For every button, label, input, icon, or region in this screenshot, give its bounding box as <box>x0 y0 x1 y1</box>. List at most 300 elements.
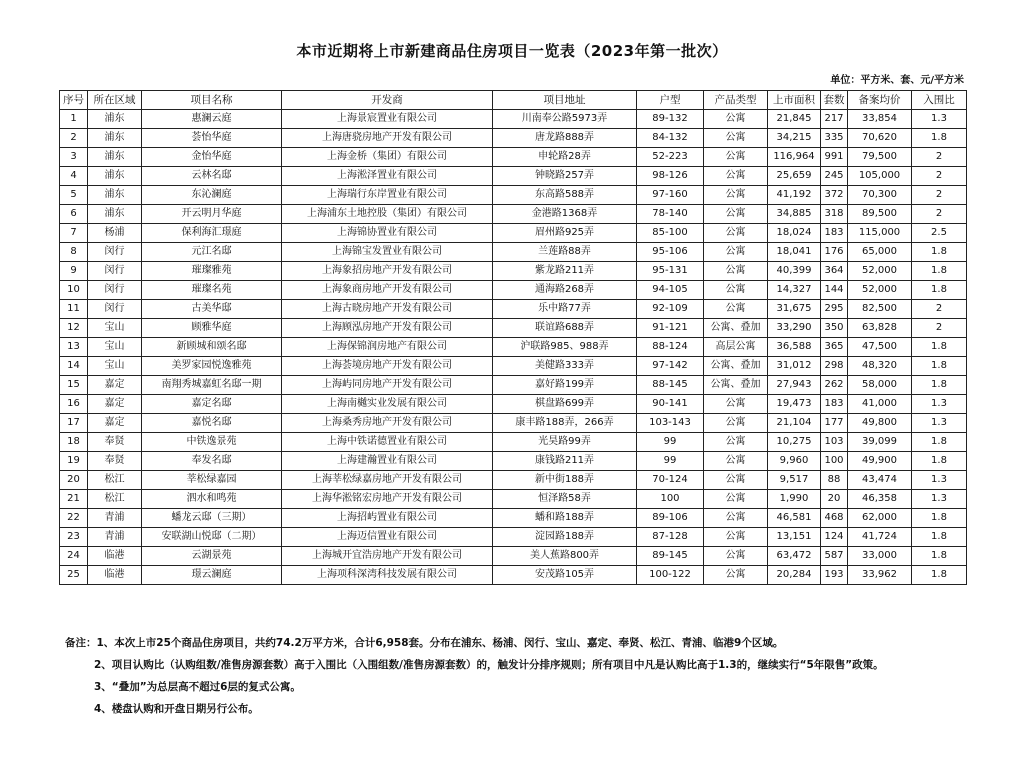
table-row <box>60 110 967 129</box>
table-row <box>60 509 967 528</box>
column-header: 所在区域 <box>88 91 142 110</box>
note-item: 1、本次上市25个商品住房项目，共约74.2万平方米，合计6,958套。分布在浦东、杨浦、闵行、宝山、嘉定、奉贤、松江、青浦、临港9个区域。 <box>96 637 784 649</box>
table-cell: 95-131 <box>637 262 704 281</box>
table-cell: 43,474 <box>848 471 912 490</box>
table-cell: 34,215 <box>768 129 821 148</box>
table-cell: 1.8 <box>912 281 967 300</box>
table-cell: 公寓 <box>704 452 768 471</box>
table-cell: 14,327 <box>768 281 821 300</box>
table-cell: 17 <box>60 414 88 433</box>
table-cell: 公寓、叠加 <box>704 376 768 395</box>
table-cell: 高层公寓 <box>704 338 768 357</box>
table-cell: 青浦 <box>88 509 142 528</box>
note-line <box>65 654 884 676</box>
table-cell: 上海淞泽置业有限公司 <box>282 167 493 186</box>
table-cell: 18 <box>60 433 88 452</box>
table-cell: 东高路588弄 <box>493 186 637 205</box>
table-cell: 95-106 <box>637 243 704 262</box>
table-cell: 嘉定 <box>88 414 142 433</box>
table-cell: 183 <box>821 224 848 243</box>
table-cell: 通海路268弄 <box>493 281 637 300</box>
table-cell: 上海古晓房地产开发有限公司 <box>282 300 493 319</box>
column-header: 套数 <box>821 91 848 110</box>
table-cell: 63,472 <box>768 547 821 566</box>
table-cell: 9,517 <box>768 471 821 490</box>
table-cell: 12 <box>60 319 88 338</box>
table-cell: 52,000 <box>848 262 912 281</box>
table-cell: 上海金桥（集团）有限公司 <box>282 148 493 167</box>
document-title: 本市近期将上市新建商品住房项目一览表（2023年第一批次） <box>296 42 728 60</box>
table-cell: 115,000 <box>848 224 912 243</box>
table-cell: 闵行 <box>88 281 142 300</box>
table-cell: 公寓 <box>704 300 768 319</box>
table-cell: 13,151 <box>768 528 821 547</box>
table-row <box>60 452 967 471</box>
table-cell: 浦东 <box>88 167 142 186</box>
table-cell: 浦东 <box>88 129 142 148</box>
table-cell: 蟠和路188弄 <box>493 509 637 528</box>
table-cell: 63,828 <box>848 319 912 338</box>
table-cell: 上海中铁诺德置业有限公司 <box>282 433 493 452</box>
table-row <box>60 281 967 300</box>
table-cell: 公寓 <box>704 490 768 509</box>
table-row <box>60 129 967 148</box>
table-cell: 上海顾泓房地产开发有限公司 <box>282 319 493 338</box>
table-cell: 奉发名邸 <box>142 452 282 471</box>
table-cell: 8 <box>60 243 88 262</box>
table-cell: 1.3 <box>912 490 967 509</box>
table-cell: 14 <box>60 357 88 376</box>
notes-section <box>65 632 884 720</box>
table-cell: 美健路333弄 <box>493 357 637 376</box>
table-cell: 40,399 <box>768 262 821 281</box>
note-item: 4、楼盘认购和开盘日期另行公布。 <box>94 703 259 715</box>
table-cell: 99 <box>637 452 704 471</box>
table-cell: 宝山 <box>88 357 142 376</box>
note-item: 2、项目认购比（认购组数/准售房源套数）高于入围比（入围组数/准售房源套数）的，触发计分排序规则；所有项目中凡是认购比高于1.3的，继续实行“5年限售”政策。 <box>94 659 884 671</box>
table-cell: 公寓、叠加 <box>704 357 768 376</box>
table-cell: 云湖景苑 <box>142 547 282 566</box>
table-cell: 103-143 <box>637 414 704 433</box>
table-cell: 上海华淞铭宏房地产开发有限公司 <box>282 490 493 509</box>
notes-label: 备注： <box>65 637 97 649</box>
table-row <box>60 395 967 414</box>
table-row <box>60 471 967 490</box>
table-cell: 泗水和鸣苑 <box>142 490 282 509</box>
table-cell: 浦东 <box>88 205 142 224</box>
table-cell: 公寓 <box>704 205 768 224</box>
table-row <box>60 547 967 566</box>
table-cell: 295 <box>821 300 848 319</box>
table-cell: 100 <box>821 452 848 471</box>
table-cell: 1.8 <box>912 433 967 452</box>
table-cell: 105,000 <box>848 167 912 186</box>
table-cell: 1.8 <box>912 452 967 471</box>
table-cell: 144 <box>821 281 848 300</box>
table-cell: 公寓 <box>704 433 768 452</box>
table-cell: 24 <box>60 547 88 566</box>
table-cell: 88 <box>821 471 848 490</box>
table-cell: 18,041 <box>768 243 821 262</box>
table-cell: 98-126 <box>637 167 704 186</box>
table-cell: 15 <box>60 376 88 395</box>
table-cell: 97-160 <box>637 186 704 205</box>
table-cell: 金港路1368弄 <box>493 205 637 224</box>
table-cell: 公寓、叠加 <box>704 319 768 338</box>
table-cell: 1.8 <box>912 357 967 376</box>
table-cell: 1.3 <box>912 414 967 433</box>
table-cell: 991 <box>821 148 848 167</box>
table-cell: 公寓 <box>704 547 768 566</box>
table-cell: 璀璨名苑 <box>142 281 282 300</box>
table-cell: 临港 <box>88 566 142 585</box>
table-cell: 19 <box>60 452 88 471</box>
table-cell: 33,290 <box>768 319 821 338</box>
table-cell: 安联湖山悦邸（二期） <box>142 528 282 547</box>
table-cell: 2 <box>912 319 967 338</box>
table-cell: 嘉好路199弄 <box>493 376 637 395</box>
table-cell: 25 <box>60 566 88 585</box>
table-cell: 莘松绿嘉园 <box>142 471 282 490</box>
table-cell: 46,358 <box>848 490 912 509</box>
table-cell: 1.8 <box>912 129 967 148</box>
table-body <box>60 110 967 585</box>
column-header: 产品类型 <box>704 91 768 110</box>
table-cell: 公寓 <box>704 566 768 585</box>
table-cell: 浦东 <box>88 110 142 129</box>
table-cell: 6 <box>60 205 88 224</box>
table-cell: 89-106 <box>637 509 704 528</box>
column-header: 户型 <box>637 91 704 110</box>
table-cell: 350 <box>821 319 848 338</box>
table-cell: 41,192 <box>768 186 821 205</box>
table-cell: 84-132 <box>637 129 704 148</box>
table-cell: 70,620 <box>848 129 912 148</box>
table-cell: 中铁逸景苑 <box>142 433 282 452</box>
table-cell: 92-109 <box>637 300 704 319</box>
column-header: 上市面积 <box>768 91 821 110</box>
table-cell: 33,000 <box>848 547 912 566</box>
table-cell: 41,000 <box>848 395 912 414</box>
table-cell: 公寓 <box>704 186 768 205</box>
table-cell: 31,012 <box>768 357 821 376</box>
table-cell: 宝山 <box>88 319 142 338</box>
table-cell: 金怡华庭 <box>142 148 282 167</box>
table-cell: 183 <box>821 395 848 414</box>
table-cell: 宝山 <box>88 338 142 357</box>
table-cell: 94-105 <box>637 281 704 300</box>
table-cell: 245 <box>821 167 848 186</box>
table-cell: 上海象商房地产开发有限公司 <box>282 281 493 300</box>
table-cell: 89-132 <box>637 110 704 129</box>
table-cell: 1.3 <box>912 471 967 490</box>
table-row <box>60 414 967 433</box>
table-cell: 1 <box>60 110 88 129</box>
table-cell: 19,473 <box>768 395 821 414</box>
table-cell: 嘉定 <box>88 395 142 414</box>
table-cell: 10,275 <box>768 433 821 452</box>
table-cell: 兰莲路88弄 <box>493 243 637 262</box>
table-cell: 1.8 <box>912 547 967 566</box>
table-cell: 18,024 <box>768 224 821 243</box>
table-row <box>60 357 967 376</box>
table-cell: 南翔秀城嘉虹名邸一期 <box>142 376 282 395</box>
table-cell: 松江 <box>88 490 142 509</box>
table-cell: 318 <box>821 205 848 224</box>
table-cell: 青浦 <box>88 528 142 547</box>
table-cell: 79,500 <box>848 148 912 167</box>
table-row <box>60 186 967 205</box>
table-cell: 上海锦协置业有限公司 <box>282 224 493 243</box>
table-cell: 1.8 <box>912 338 967 357</box>
table-cell: 公寓 <box>704 167 768 186</box>
table-cell: 587 <box>821 547 848 566</box>
table-cell: 100-122 <box>637 566 704 585</box>
table-cell: 公寓 <box>704 129 768 148</box>
table-cell: 23 <box>60 528 88 547</box>
note-line <box>65 632 884 654</box>
table-cell: 恒泽路58弄 <box>493 490 637 509</box>
table-cell: 上海景宸置业有限公司 <box>282 110 493 129</box>
table-cell: 2.5 <box>912 224 967 243</box>
table-cell: 浦东 <box>88 186 142 205</box>
table-cell: 2 <box>60 129 88 148</box>
table-cell: 浦东 <box>88 148 142 167</box>
table-cell: 2 <box>912 300 967 319</box>
table-row <box>60 205 967 224</box>
table-cell: 65,000 <box>848 243 912 262</box>
table-cell: 唐龙路888弄 <box>493 129 637 148</box>
table-cell: 眉州路925弄 <box>493 224 637 243</box>
table-cell: 申轮路28弄 <box>493 148 637 167</box>
table-row <box>60 433 967 452</box>
table-cell: 58,000 <box>848 376 912 395</box>
table-cell: 52,000 <box>848 281 912 300</box>
table-cell: 公寓 <box>704 243 768 262</box>
table-cell: 川南奉公路5973弄 <box>493 110 637 129</box>
table-row <box>60 300 967 319</box>
table-cell: 棋盘路699弄 <box>493 395 637 414</box>
unit-label: 单位：平方米、套、元/平方米 <box>830 75 964 86</box>
table-cell: 公寓 <box>704 262 768 281</box>
table-cell: 嘉定名邸 <box>142 395 282 414</box>
table-cell: 87-128 <box>637 528 704 547</box>
table-cell: 松江 <box>88 471 142 490</box>
column-header: 备案均价 <box>848 91 912 110</box>
table-cell: 9 <box>60 262 88 281</box>
table-cell: 41,724 <box>848 528 912 547</box>
table-cell: 36,588 <box>768 338 821 357</box>
column-header: 序号 <box>60 91 88 110</box>
table-cell: 70-124 <box>637 471 704 490</box>
table-cell: 云林名邸 <box>142 167 282 186</box>
table-cell: 364 <box>821 262 848 281</box>
table-row <box>60 224 967 243</box>
table-row <box>60 566 967 585</box>
table-cell: 元江名邸 <box>142 243 282 262</box>
table-cell: 新顾城和颂名邸 <box>142 338 282 357</box>
table-cell: 嘉定 <box>88 376 142 395</box>
table-cell: 顾雅华庭 <box>142 319 282 338</box>
note-item: 3、“叠加”为总层高不超过6层的复式公寓。 <box>94 681 301 693</box>
table-cell: 上海象招房地产开发有限公司 <box>282 262 493 281</box>
table-row <box>60 490 967 509</box>
table-cell: 闵行 <box>88 243 142 262</box>
table-row <box>60 243 967 262</box>
table-cell: 176 <box>821 243 848 262</box>
table-cell: 临港 <box>88 547 142 566</box>
table-cell: 2 <box>912 186 967 205</box>
table-cell: 公寓 <box>704 148 768 167</box>
table-cell: 奉贤 <box>88 452 142 471</box>
table-cell: 13 <box>60 338 88 357</box>
table-cell: 康钱路211弄 <box>493 452 637 471</box>
table-header-row <box>60 91 967 110</box>
table-cell: 262 <box>821 376 848 395</box>
table-row <box>60 262 967 281</box>
table-cell: 20,284 <box>768 566 821 585</box>
table-cell: 上海锦宝发置业有限公司 <box>282 243 493 262</box>
table-cell: 21,845 <box>768 110 821 129</box>
table-cell: 荟怡华庭 <box>142 129 282 148</box>
table-cell: 1.3 <box>912 395 967 414</box>
table-row <box>60 148 967 167</box>
table-row <box>60 338 967 357</box>
table-cell: 公寓 <box>704 281 768 300</box>
table-cell: 1.8 <box>912 528 967 547</box>
table-cell: 公寓 <box>704 224 768 243</box>
table-cell: 蟠龙云邸（三期） <box>142 509 282 528</box>
table-cell: 1,990 <box>768 490 821 509</box>
table-cell: 淀园路188弄 <box>493 528 637 547</box>
table-cell: 46,581 <box>768 509 821 528</box>
table-cell: 335 <box>821 129 848 148</box>
table-cell: 保利海汇璟庭 <box>142 224 282 243</box>
table-cell: 古美华邸 <box>142 300 282 319</box>
table-cell: 上海保锦润房地产有限公司 <box>282 338 493 357</box>
table-cell: 2 <box>912 148 967 167</box>
table-cell: 公寓 <box>704 395 768 414</box>
table-cell: 103 <box>821 433 848 452</box>
table-cell: 上海唐骁房地产开发有限公司 <box>282 129 493 148</box>
table-cell: 1.8 <box>912 509 967 528</box>
table-cell: 公寓 <box>704 471 768 490</box>
column-header: 开发商 <box>282 91 493 110</box>
table-cell: 9,960 <box>768 452 821 471</box>
table-cell: 82,500 <box>848 300 912 319</box>
table-cell: 217 <box>821 110 848 129</box>
table-cell: 7 <box>60 224 88 243</box>
table-cell: 5 <box>60 186 88 205</box>
table-cell: 27,943 <box>768 376 821 395</box>
table-cell: 49,800 <box>848 414 912 433</box>
table-cell: 美人蕉路800弄 <box>493 547 637 566</box>
table-cell: 新中街188弄 <box>493 471 637 490</box>
table-cell: 16 <box>60 395 88 414</box>
table-cell: 光昊路99弄 <box>493 433 637 452</box>
table-cell: 2 <box>912 167 967 186</box>
table-cell: 88-145 <box>637 376 704 395</box>
table-cell: 89,500 <box>848 205 912 224</box>
table-cell: 上海建瀚置业有限公司 <box>282 452 493 471</box>
table-cell: 上海项科深湾科技发展有限公司 <box>282 566 493 585</box>
table-cell: 62,000 <box>848 509 912 528</box>
table-cell: 52-223 <box>637 148 704 167</box>
table-cell: 璟云澜庭 <box>142 566 282 585</box>
table-cell: 31,675 <box>768 300 821 319</box>
table-cell: 1.8 <box>912 376 967 395</box>
column-header: 入围比 <box>912 91 967 110</box>
table-cell: 25,659 <box>768 167 821 186</box>
table-cell: 97-142 <box>637 357 704 376</box>
column-header: 项目地址 <box>493 91 637 110</box>
table-cell: 1.8 <box>912 243 967 262</box>
column-header: 项目名称 <box>142 91 282 110</box>
table-row <box>60 319 967 338</box>
table-cell: 365 <box>821 338 848 357</box>
table-cell: 奉贤 <box>88 433 142 452</box>
table-cell: 116,964 <box>768 148 821 167</box>
table-cell: 上海屿同房地产开发有限公司 <box>282 376 493 395</box>
table-cell: 杨浦 <box>88 224 142 243</box>
table-cell: 89-145 <box>637 547 704 566</box>
table-cell: 上海莘松绿嘉房地产开发有限公司 <box>282 471 493 490</box>
table-cell: 沪联路985、988弄 <box>493 338 637 357</box>
table-row <box>60 167 967 186</box>
table-cell: 298 <box>821 357 848 376</box>
table-cell: 闵行 <box>88 300 142 319</box>
table-cell: 3 <box>60 148 88 167</box>
table-cell: 100 <box>637 490 704 509</box>
table-cell: 上海荟境房地产开发有限公司 <box>282 357 493 376</box>
table-cell: 闵行 <box>88 262 142 281</box>
table-cell: 49,900 <box>848 452 912 471</box>
table-cell: 177 <box>821 414 848 433</box>
table-cell: 468 <box>821 509 848 528</box>
table-cell: 1.8 <box>912 262 967 281</box>
table-cell: 91-121 <box>637 319 704 338</box>
note-line <box>65 676 884 698</box>
table-cell: 21,104 <box>768 414 821 433</box>
table-cell: 39,099 <box>848 433 912 452</box>
table-cell: 上海瑞行东岸置业有限公司 <box>282 186 493 205</box>
table-cell: 11 <box>60 300 88 319</box>
table-cell: 上海南樾实业发展有限公司 <box>282 395 493 414</box>
table-cell: 124 <box>821 528 848 547</box>
table-cell: 公寓 <box>704 528 768 547</box>
table-cell: 上海城开宜浩房地产开发有限公司 <box>282 547 493 566</box>
table-cell: 公寓 <box>704 110 768 129</box>
housing-projects-table <box>59 90 967 585</box>
table-cell: 开云明月华庭 <box>142 205 282 224</box>
table-cell: 紫龙路211弄 <box>493 262 637 281</box>
table-cell: 10 <box>60 281 88 300</box>
table-cell: 34,885 <box>768 205 821 224</box>
table-cell: 嘉悦名邸 <box>142 414 282 433</box>
table-cell: 193 <box>821 566 848 585</box>
table-cell: 上海浦东土地控股（集团）有限公司 <box>282 205 493 224</box>
table-row <box>60 376 967 395</box>
table-cell: 21 <box>60 490 88 509</box>
table-row <box>60 528 967 547</box>
table-cell: 99 <box>637 433 704 452</box>
table-cell: 85-100 <box>637 224 704 243</box>
table-cell: 东沁澜庭 <box>142 186 282 205</box>
table-cell: 安茂路105弄 <box>493 566 637 585</box>
table-cell: 4 <box>60 167 88 186</box>
table-cell: 48,320 <box>848 357 912 376</box>
table-cell: 22 <box>60 509 88 528</box>
